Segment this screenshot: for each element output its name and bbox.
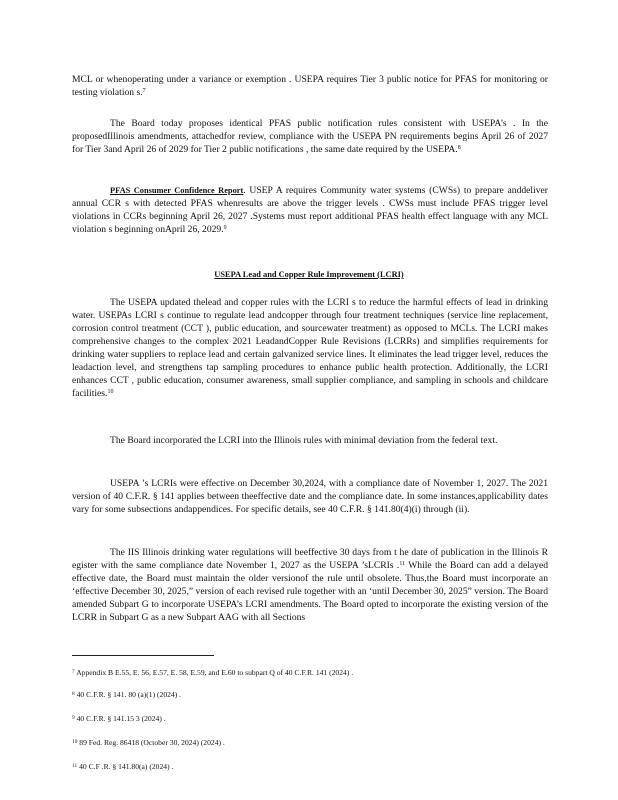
footnote-number: 10 [72,739,78,745]
footnote [72,668,548,678]
inline-heading: PFAS Consumer Confidence Report [110,186,244,195]
footnote-number: 7 [72,669,75,675]
footnote-number: 8 [72,691,75,697]
paragraph-text: . USEP A requires Community water systems (CWSs) to prepare anddeliver annual CCR s with detected PFAS whenresults are above the trigger levels . CWSs must include PFAS trigger level violations in CCRs beginning April 26, 2027 .Systems must report additional PFAS health effect language with any MCL violation s beginning onApril 26, 2029. [72,185,548,235]
paragraph-illinois-regulations [72,546,548,624]
footnote-number: 9 [72,715,75,721]
paragraph-pn-tier3 [72,73,548,99]
footnote [72,762,548,772]
paragraph-text: MCL or whenoperating under a variance or exemption . USEPA requires Tier 3 public notice for PFAS for monitoring or testing violation s. [72,74,548,98]
footnote-number: 11 [72,763,78,769]
footnote-ref[interactable]: 11 [399,561,406,567]
paragraph-text: The IIS Illinois drinking water regulations will beeffective 30 days from t he date of publication in the Illinois R egister with the same compliance date November 1, 2027 as the USEPA ’sLCRIs . [72,547,548,571]
footnote-text: 40 C.F.R. § 141. 80 (a)(1) (2024) . [76,690,182,699]
footnote [72,714,548,724]
footnote-ref[interactable]: 7 [142,88,146,94]
paragraph-text: The Board incorporated the LCRI into the Illinois rules with minimal deviation from the federal text. [110,435,498,446]
paragraph-text: The Board today proposes identical PFAS public notification rules consistent with USEPA’s . In the proposedIllinois amendments, attachedfor review, compliance with the USEPA PN requirements begins April 26 of 2027 for Tier 3and April 26 of 2029 for Tier 2 public notifications , the same date required by the USEPA. [72,118,548,155]
footnote-text: 89 Fed. Reg. 86418 (October 30, 2024) (2024) . [79,738,225,747]
paragraph-pfas-ccr [72,184,548,236]
footnote-ref[interactable]: 9 [223,225,227,231]
footnote-text: 40 C.F.R. § 141.15 3 (2024) . [76,714,166,723]
footnote [72,738,548,748]
paragraph-board-incorporated [72,434,548,447]
paragraph-text: The USEPA updated thelead and copper rules with the LCRI s to reduce the harmful effects of lead in drinking water. USEPAs LCRI s continue to regulate lead andcopper through four treatment techniques (service line replacement, corrosion control treatment (CCT ), public education, and sourcewater treatment) as opposed to MCLs. The LCRI makes comprehensive changes to the complex 2021 LeadandCopper Rule Revisions (LCRRs) and simplifies requirements for drinking water suppliers to replace lead and certain galvanized service lines. It eliminates the lead trigger level, reduces the leadaction level, and strengthens tap sampling procedures to enhance public health protection. Additionally, the LCRI enhances CCT , public education, consumer awareness, small supplier compliance, and sampling in schools and childcare facilities. [72,297,548,399]
paragraph-text: While the Board can add a delayed effective date, the Board must maintain the older versionof the rule until obsolete. Thus,the Board must incorporate an ‘effective December 30, 2025,” version of each revised rule together with an ‘until December 30, 2025” version. The Board amended Subpart G to incorporate USEPA’s LCRI amendments. The Board opted to incorporate the existing version of the LCRR in Subpart G as a new Subpart AAG with all Sections [72,560,549,623]
footnote-ref[interactable]: 10 [107,389,114,395]
paragraph-lcri-overview [72,296,548,400]
footnote-separator [72,655,214,656]
section-heading: USEPA Lead and Copper Rule Improvement (LCRI) [214,270,404,279]
footnote [72,690,548,700]
paragraph-text: USEPA ’s LCRIs were effective on December 30,2024, with a compliance date of November 1, 2027. The 2021 version of 40 C.F.R. § 141 applies between theeffective date and the compliance date. In some instances,applicability dates vary for some subsections andappendices. For specific details, see 40 C.F.R. § 141.80(4)(i) through (ii). [72,478,548,515]
footnote-text: Appendix B E.55, E. 56, E.57, E. 58, E.59, and E.60 to subpart Q of 40 C.F.R. 141 (2024) . [76,668,354,677]
paragraph-board-pn [72,117,548,156]
footnote-ref[interactable]: 8 [457,145,461,151]
footnote-text: 40 C.F .R. § 141.80(a) (2024) . [79,762,174,771]
paragraph-lcri-effective [72,477,548,516]
